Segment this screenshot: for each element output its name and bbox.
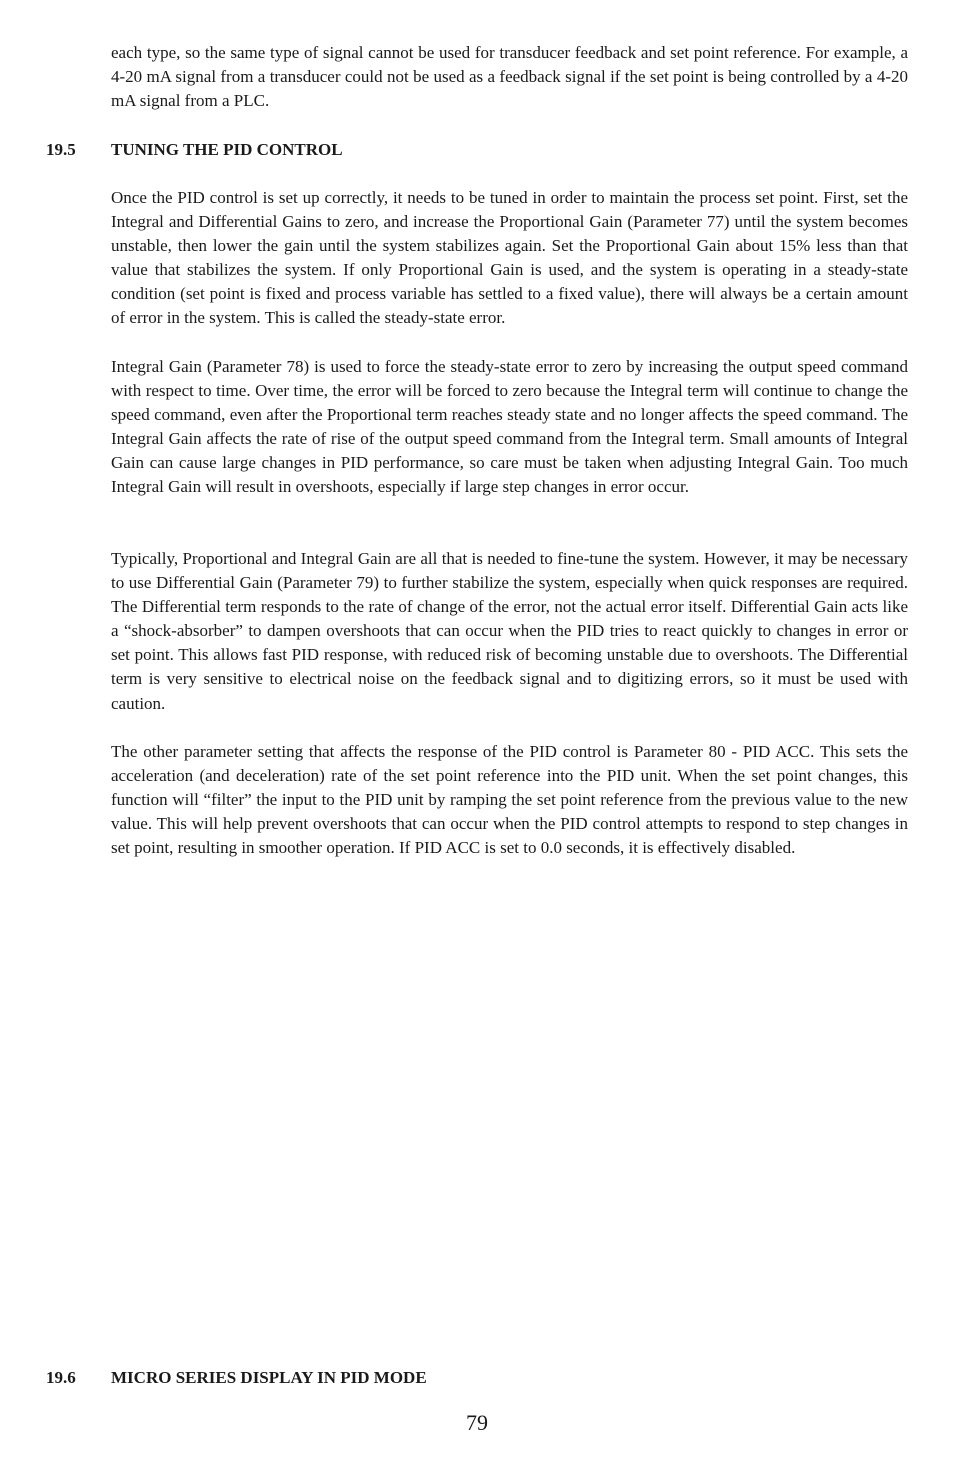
section-title: MICRO SERIES DISPLAY IN PID MODE bbox=[111, 1368, 427, 1387]
differential-gain-paragraph: Typically, Proportional and Integral Gain are all that is needed to fine-tune the system. However, it may be necessary to use Differential Gain (Parameter 79) to further stabilize the system, especially when quick responses are required. The Differential term responds to the rate of change of the error, not the actual error itself. Differential Gain acts like a “shock-absorber” to dampen overshoots that can occur when the PID tries to react quickly to changes in error or set point. This allows fast PID response, with reduced risk of becoming unstable due to overshoots. The Differential term is very sensitive to electrical noise on the feedback signal and to digitizing errors, so it must be used with caution. bbox=[111, 549, 908, 713]
section-number: 19.5 bbox=[46, 140, 76, 159]
integral-gain-paragraph: Integral Gain (Parameter 78) is used to force the steady-state error to zero by increasing the output speed command with respect to time. Over time, the error will be forced to zero because the Integral term will continue to change the speed command, even after the Proportional term reaches steady state and no longer affects the speed command. The Integral Gain affects the rate of rise of the output speed command from the Integral term. Small amounts of Integral Gain can cause large changes in PID performance, so care must be taken when adjusting Integral Gain. Too much Integral Gain will result in overshoots, especially if large step changes in error occur. bbox=[111, 357, 908, 497]
pid-acc-paragraph: The other parameter setting that affects the response of the PID control is Parameter 80 - PID ACC. This sets the acceleration (and deceleration) rate of the set point reference into the PID unit. When the set point changes, this function will “filter” the input to the PID unit by ramping the set point reference from the previous value to the new value. This will help prevent overshoots that can occur when the PID control attempts to respond to step changes in set point, resulting in smoother operation. If PID ACC is set to 0.0 seconds, it is effectively disabled. bbox=[111, 742, 908, 858]
intro-continuation-paragraph: each type, so the same type of signal cannot be used for transducer feedback and set point reference. For example, a 4-20 mA signal from a transducer could not be used as a feedback signal if the set point is being controlled by a 4-20 mA signal from a PLC. bbox=[111, 43, 908, 111]
page-number: 79 bbox=[466, 1410, 488, 1435]
section-title: TUNING THE PID CONTROL bbox=[111, 140, 343, 159]
section-number: 19.6 bbox=[46, 1368, 76, 1387]
section-heading-19-5 bbox=[46, 138, 343, 162]
tuning-intro-paragraph: Once the PID control is set up correctly, it needs to be tuned in order to maintain the process set point. First, set the Integral and Differential Gains to zero, and increase the Proportional Gain (Parameter 77) until the system becomes unstable, then lower the gain until the system stabilizes again. Set the Proportional Gain about 15% less than that value that stabilizes the system. If only Proportional Gain is used, and the system is operating in a steady-state condition (set point is fixed and process variable has settled to a fixed value), there will always be a certain amount of error in the system. This is called the steady-state error. bbox=[111, 188, 908, 328]
section-heading-19-6 bbox=[46, 1366, 427, 1390]
